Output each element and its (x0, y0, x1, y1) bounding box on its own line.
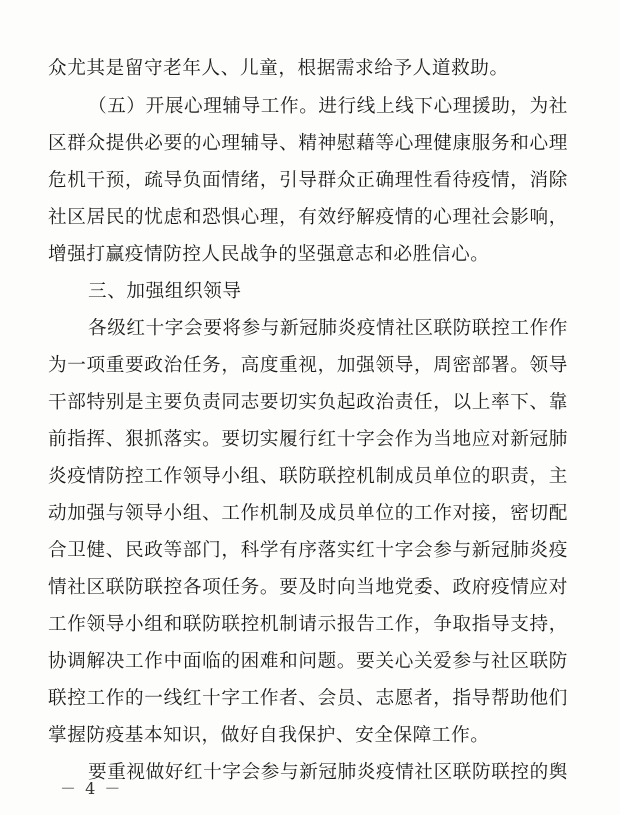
paragraph-first-line: 各级红十字会要将参与新冠肺炎疫情社区联防联控工作作 (88, 318, 568, 339)
text-line: 协调解决工作中面临的困难和问题。要关心关爱参与社区联防 (48, 651, 568, 672)
text-line: 炎疫情防控工作领导小组、联防联控机制成员单位的职责，主 (48, 466, 568, 487)
section-heading: 三、加强组织领导 (88, 281, 242, 302)
text-line: 掌握防疫基本知识，做好自我保护、安全保障工作。 (48, 725, 490, 746)
text-line: 危机干预，疏导负面情绪，引导群众正确理性看待疫情，消除 (48, 170, 568, 191)
text-line: 情社区联防联控各项任务。要及时向当地党委、政府疫情应对 (48, 577, 568, 598)
text-line: 合卫健、民政等部门，科学有序落实红十字会参与新冠肺炎疫 (48, 540, 568, 561)
text-line: 众尤其是留守老年人、儿童，根据需求给予人道救助。 (48, 58, 509, 79)
text-line: 干部特别是主要负责同志要切实负起政治责任，以上率下、靠 (48, 392, 568, 413)
text-line: 前指挥、狠抓落实。要切实履行红十字会作为当地应对新冠肺 (48, 429, 568, 450)
text-line: 联控工作的一线红十字工作者、会员、志愿者，指导帮助他们 (48, 688, 568, 709)
paragraph-first-line: （五）开展心理辅导工作。进行线上线下心理援助，为社 (88, 96, 568, 117)
text-line: 社区居民的忧虑和恐惧心理，有效纾解疫情的心理社会影响， (48, 207, 568, 228)
text-line: 区群众提供必要的心理辅导、精神慰藉等心理健康服务和心理 (48, 133, 568, 154)
text-line: 增强打赢疫情防控人民战争的坚强意志和必胜信心。 (48, 244, 490, 265)
text-line: 动加强与领导小组、工作机制及成员单位的工作对接，密切配 (48, 503, 568, 524)
text-line: 工作领导小组和联防联控机制请示报告工作，争取指导支持， (48, 614, 568, 635)
page-number: － 4 － (60, 779, 123, 798)
text-line: 为一项重要政治任务，高度重视，加强领导，周密部署。领导 (48, 355, 568, 376)
paragraph-first-line: 要重视做好红十字会参与新冠肺炎疫情社区联防联控的舆 (88, 762, 568, 783)
